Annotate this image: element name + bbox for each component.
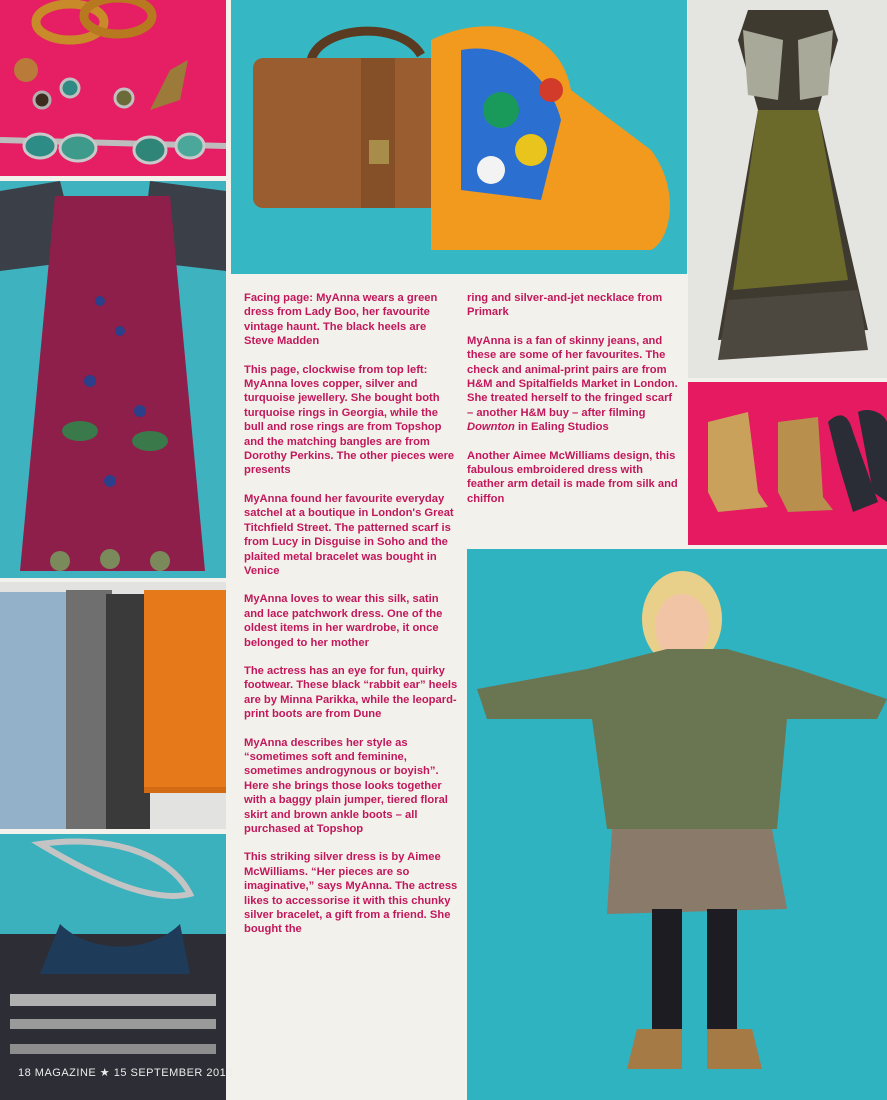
page-footer: 18 MAGAZINE ★ 15 SEPTEMBER 2013 xyxy=(18,1067,233,1079)
caption-footwear: The actress has an eye for fun, quirky footwear. These black “rabbit ear” heels are by Minna Parikka, while the leopard-print boots are from Dune xyxy=(244,664,458,721)
caption-facing-page: Facing page: MyAnna wears a green dress from Lady Boo, her favourite vintage haunt. The black heels are Steve Madden xyxy=(244,292,438,348)
shoes-photo xyxy=(688,382,887,545)
caption-column-left xyxy=(244,291,458,951)
caption-patchwork-dress: MyAnna loves to wear this silk, satin and lace patchwork dress. One of the oldest items in her wardrobe, it once belonged to her mother xyxy=(244,593,443,649)
portrait-photo xyxy=(467,549,887,1100)
jeans-scarf-photo xyxy=(0,582,226,829)
caption-column-right xyxy=(467,291,681,520)
caption-embroidered-dress: Another Aimee McWilliams design, this fabulous embroidered dress with feather arm detail is made from silk and chiffon xyxy=(467,449,678,505)
caption-jewellery: This page, clockwise from top left: MyAnna loves copper, silver and turquoise jewellery. She bought both turquoise rings in Georgia, while the bull and rose rings are from Topshop and the matching bangles are from Dorothy Perkins. The other pieces were presents xyxy=(244,363,455,477)
patchwork-dress-photo xyxy=(688,0,887,378)
satchel-scarf-photo xyxy=(231,0,687,274)
caption-silver-dress: This striking silver dress is by Aimee McWilliams. “Her pieces are so imaginative,” says MyAnna. The actress likes to accessorise it with this chunky silver bracelet, a gift from a friend. She bought the xyxy=(244,851,458,936)
caption-jeans: MyAnna is a fan of skinny jeans, and these are some of her favourites. The check and animal-print pairs are from H&M and Spitalfields Market in London. She treated herself to the fringed scarf – another H&M buy – after filming Downton in Ealing Studios xyxy=(467,334,678,434)
caption-style: MyAnna describes her style as “sometimes soft and feminine, sometimes androgynous or boyish”. Here she brings those looks together with a baggy plain jumper, tiered floral skirt and brown ankle boots – all purchased at Topshop xyxy=(244,736,448,835)
embroidered-dress-photo xyxy=(0,181,226,578)
caption-ring-necklace: ring and silver-and-jet necklace from Primark xyxy=(467,292,663,319)
downton-title: Downton xyxy=(467,421,515,434)
silver-dress-photo xyxy=(0,834,226,1100)
jewellery-photo xyxy=(0,0,226,176)
caption-satchel: MyAnna found her favourite everyday satchel at a boutique in London's Great Titchfield Street. The patterned scarf is from Lucy in Disguise in Soho and the plaited metal bracelet was bought in Venice xyxy=(244,492,454,577)
